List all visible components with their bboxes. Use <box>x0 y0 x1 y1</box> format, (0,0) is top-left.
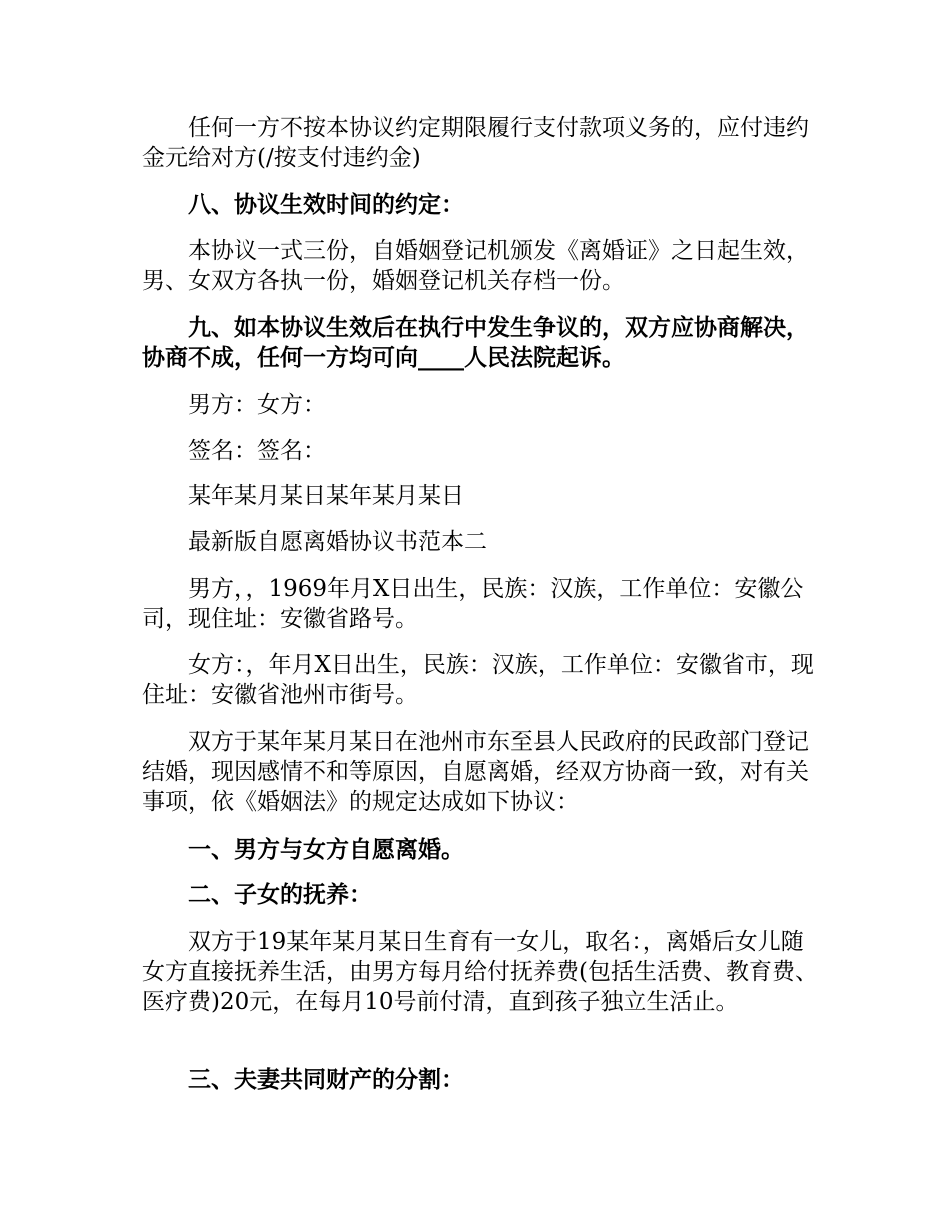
heading-section-8-effective-time: 八、协议生效时间的约定： <box>188 192 464 218</box>
heading-section-9-disputes: 九、如本协议生效后在执行中发生争议的，双方应协商解决，协商不成，任何一方均可向____人民法院起诉。 <box>142 315 809 371</box>
paragraph-child-support: 双方于19某年某月某日生育有一女儿，取名：，离婚后女儿随女方直接抚养生活，由男方每月给付抚养费(包括生活费、教育费、医疗费)20元，在每月10号前付清，直到孩子独立生活止。 <box>142 929 818 1015</box>
paragraph-late-payment-penalty: 任何一方不按本协议约定期限履行支付款项义务的，应付违约金元给对方(/按支付违约金) <box>142 115 809 171</box>
paragraph-marriage-background: 双方于某年某月某日在池州市东至县人民政府的民政部门登记结婚，现因感情不和等原因，自愿离婚，经双方协商一致，对有关事项，依《婚姻法》的规定达成如下协议： <box>142 729 809 815</box>
heading-section-2-child-custody: 二、子女的抚养： <box>188 882 372 908</box>
paragraph-male-party-info: 男方，，1969年月X日出生，民族：汉族，工作单位：安徽公司，现住址：安徽省路号。 <box>142 576 804 632</box>
heading-section-3-property-division: 三、夫妻共同财产的分割： <box>188 1067 464 1093</box>
template-title-two: 最新版自愿离婚协议书范本二 <box>188 529 487 555</box>
signature-line: 签名：签名： <box>188 438 326 464</box>
paragraph-copies-and-effect: 本协议一式三份，自婚姻登记机颁发《离婚证》之日起生效，男、女双方各执一份，婚姻登记机关存档一份。 <box>142 238 809 294</box>
paragraph-female-party-info: 女方：，年月X日出生，民族：汉族，工作单位：安徽省市，现住址：安徽省池州市街号。 <box>142 652 814 708</box>
heading-section-1-divorce: 一、男方与女方自愿离婚。 <box>188 837 464 863</box>
party-labels-line: 男方：女方： <box>188 392 326 418</box>
date-line: 某年某月某日某年某月某日 <box>188 483 464 509</box>
